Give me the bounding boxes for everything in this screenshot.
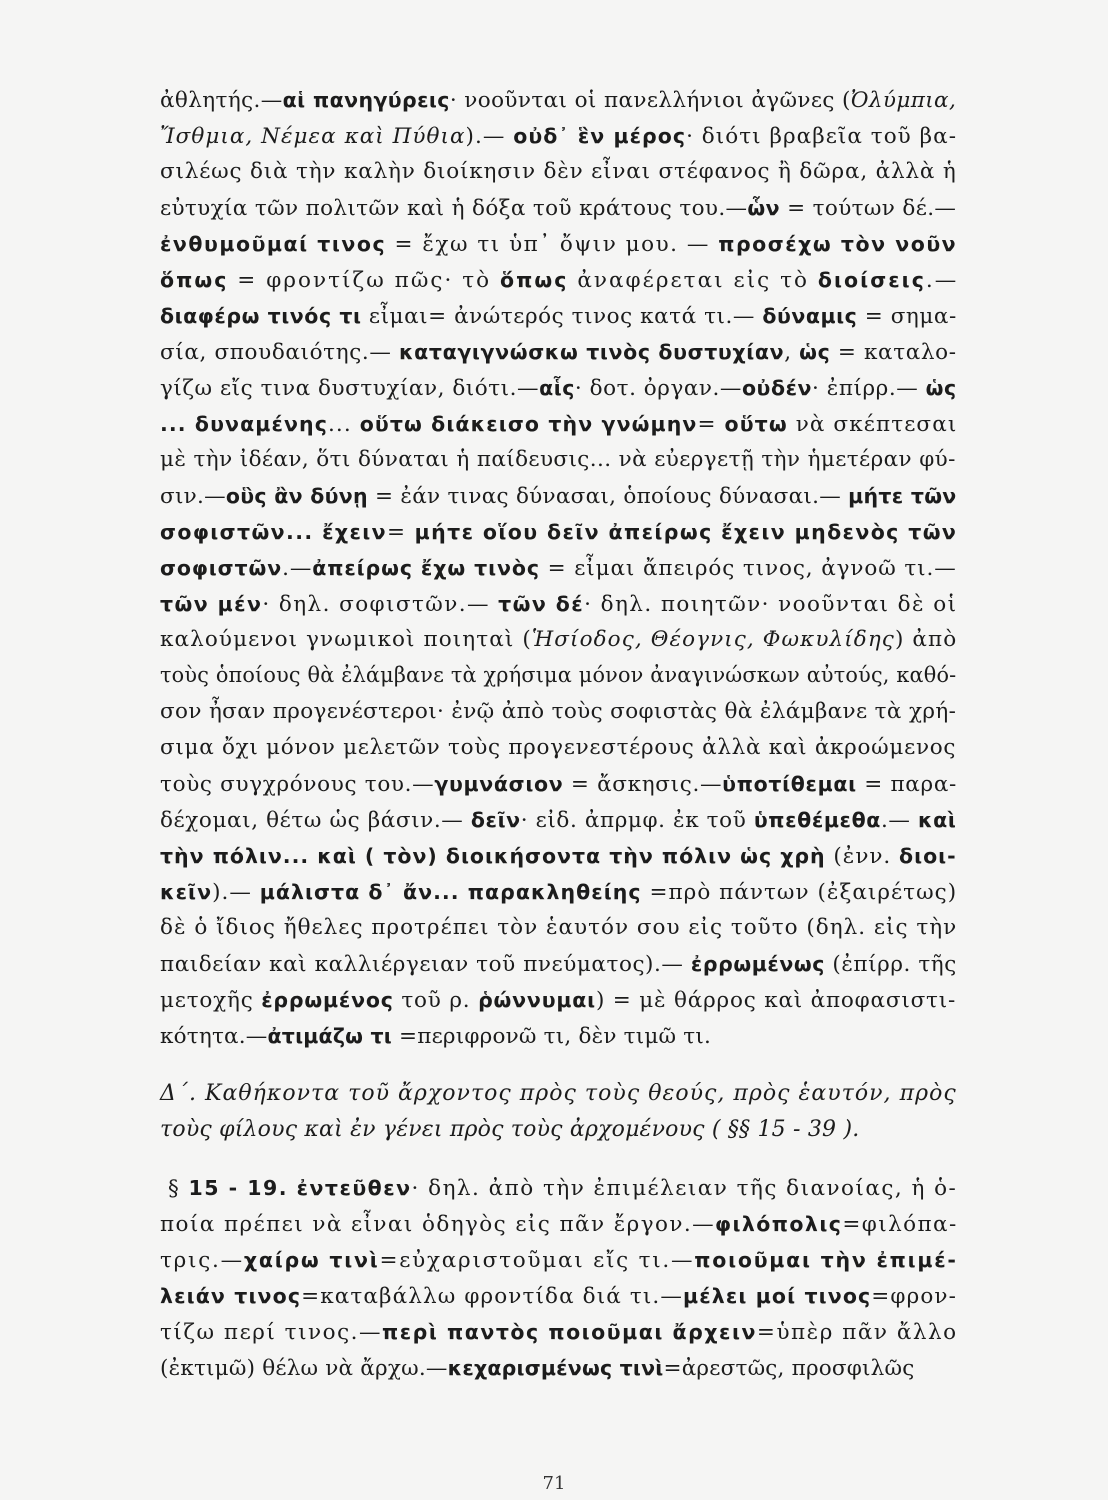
gloss-text: · νοοῦνται οἱ πανελλήνιοι ἀγῶνες ( xyxy=(449,88,851,113)
gloss-text: =φρον- xyxy=(871,1284,957,1309)
section-gap xyxy=(160,1148,956,1170)
text-line xyxy=(160,694,956,730)
lemma-term: ἀπείρως ἔχω τινὸς xyxy=(312,556,540,580)
gloss-text: ) = μὲ θάρρος καὶ ἀποφασιστι- xyxy=(595,988,957,1013)
gloss-text: τρις.— xyxy=(160,1248,244,1273)
gloss-text: =πρὸ πάντων (ἐξαιρέτως) xyxy=(641,880,958,905)
gloss-text: ... xyxy=(327,412,360,437)
lemma-term: φιλόπολις xyxy=(715,1212,843,1236)
gloss-text: ) ἀπὸ xyxy=(894,627,958,652)
gloss-text: μετοχῆς xyxy=(160,988,262,1013)
page-number: 71 xyxy=(542,1473,566,1494)
gloss-text: τοῦ ρ. xyxy=(393,988,479,1013)
text-line xyxy=(160,262,959,298)
lemma-term: τῶν δέ xyxy=(498,592,585,616)
text-line xyxy=(160,334,956,370)
text-line xyxy=(160,622,956,658)
gloss-text: =φιλόπα- xyxy=(842,1212,958,1237)
text-line xyxy=(160,1076,956,1112)
text-line xyxy=(160,1206,956,1242)
lemma-term: διαφέρω τινός τι xyxy=(160,304,362,328)
gloss-text: εὐτυχία τῶν πολιτῶν καὶ ἡ δόξα τοῦ κράτους του.— xyxy=(160,196,748,221)
gloss-text: = ἔχω τι ὑπ᾽ ὄψιν μου. — xyxy=(386,232,719,257)
lemma-term: διοίσεις xyxy=(817,268,926,292)
gloss-text: = καταλο- xyxy=(830,340,957,365)
text-line xyxy=(160,838,956,874)
lemma-term: περὶ παντὸς ποιοῦμαι ἄρχειν xyxy=(382,1320,757,1344)
lemma-term: ὑποτίθεμαι xyxy=(722,772,857,796)
lemma-term: μάλιστα δ᾽ ἄν... παρακληθείης xyxy=(259,880,642,904)
gloss-text: σιμα ὄχι μόνον μελετῶν τοὺς προγενεστέρους ἀλλὰ καὶ ἀκροώμενος xyxy=(160,735,957,760)
lemma-term: ὅπως xyxy=(500,268,569,292)
text-line xyxy=(160,406,956,442)
gloss-text: § xyxy=(168,1176,189,1201)
text-line xyxy=(160,1242,956,1278)
gloss-text: παιδείαν καὶ καλλιέργειαν τοῦ πνεύματος).— xyxy=(160,952,691,977)
lemma-term: οὐδ᾽ ἓν μέρος xyxy=(513,124,687,148)
gloss-text: · δηλ. ποιητῶν· νοοῦνται δὲ οἱ xyxy=(584,592,958,617)
lemma-term: ποιοῦμαι τὴν ἐπιμέ- xyxy=(694,1248,958,1272)
gloss-text: .— xyxy=(925,268,959,293)
lemma-term: σοφιστῶν xyxy=(160,556,283,580)
lemma-term: κεχαρισμένως τινὶ xyxy=(447,1356,664,1380)
gloss-text: · ἐπίρρ.— xyxy=(812,376,926,401)
gloss-text: δὲ ὁ ἴδιος ἤθελες προτρέπει τὸν ἑαυτόν σου εἰς τοῦτο (δηλ. εἰς τὴν xyxy=(160,915,958,940)
lemma-term: οὓς ἂν δύνῃ xyxy=(225,484,368,508)
text-line xyxy=(160,658,957,694)
lemma-term: τῶν μέν xyxy=(160,592,263,616)
italic-text: Ἡσίοδος, Θέογνις, Φωκυλίδης xyxy=(531,627,895,652)
lemma-term: αἷς xyxy=(539,376,575,400)
gloss-text: , xyxy=(784,340,800,365)
text-line xyxy=(160,118,956,154)
gloss-text: =ὑπὲρ πᾶν ἄλλο xyxy=(756,1320,958,1345)
gloss-text: · δηλ. σοφιστῶν.— xyxy=(262,592,499,617)
gloss-text: (ἐνν. xyxy=(825,844,900,869)
italic-text: Δ΄. Καθήκοντα τοῦ ἄρχοντος πρὸς τοὺς θεούς, πρὸς ἑαυτόν, πρὸς xyxy=(160,1081,957,1106)
text-line xyxy=(160,802,956,838)
text-line xyxy=(160,1350,956,1386)
gloss-text: ἀθλητής.— xyxy=(160,88,283,113)
text-line xyxy=(160,442,956,478)
lemma-term: τὴν πόλιν... καὶ ( τὸν) διοικήσοντα τὴν πόλιν ὡς χρὴ xyxy=(160,844,826,868)
gloss-text: σία, σπουδαιότης.— xyxy=(160,340,399,365)
lemma-term: ἐρρωμένως xyxy=(690,952,825,976)
text-line xyxy=(160,478,956,514)
gloss-text: ποία πρέπει νὰ εἶναι ὁδηγὸς εἰς πᾶν ἔργον.— xyxy=(160,1212,716,1237)
text-line xyxy=(160,586,956,622)
gloss-text: γίζω εἴς τινα δυστυχίαν, διότι.— xyxy=(160,376,540,401)
text-line xyxy=(160,190,956,226)
section-heading xyxy=(160,1076,956,1148)
gloss-text: =ἀρεστῶς, προσφιλῶς xyxy=(663,1356,915,1381)
text-line xyxy=(160,874,956,910)
text-line xyxy=(160,730,956,766)
gloss-text: · διότι βραβεῖα τοῦ βα- xyxy=(686,124,957,149)
lemma-term: ἐρρωμένος xyxy=(261,988,394,1012)
lemma-term: ἀτιμάζω τι xyxy=(267,1024,392,1048)
commentary-paragraph-1 xyxy=(160,82,959,1054)
text-line xyxy=(160,910,956,946)
gloss-text: τίζω περί τινος.— xyxy=(160,1320,382,1345)
lemma-term: ῥώννυμαι xyxy=(478,988,596,1012)
text-line xyxy=(160,298,956,334)
text-line xyxy=(160,1112,956,1148)
gloss-text: · δοτ. ὀργαν.— xyxy=(574,376,742,401)
gloss-text: = τούτων δέ.— xyxy=(779,196,957,221)
lemma-term: ὅπως xyxy=(160,268,229,292)
commentary-paragraph-2 xyxy=(160,1170,956,1386)
gloss-text: (ἐπίρρ. τῆς xyxy=(824,952,957,977)
gloss-text: = xyxy=(387,520,415,545)
lemma-term: αἱ πανηγύρεις xyxy=(282,88,450,112)
text-line xyxy=(160,946,956,982)
commentary-text xyxy=(160,82,959,1386)
lemma-term: κεῖν xyxy=(160,880,213,904)
gloss-text: = σημα- xyxy=(857,304,957,329)
lemma-term: μέλει μοί τινος xyxy=(683,1284,872,1308)
section-gap xyxy=(160,1054,956,1076)
gloss-text: = εἶμαι ἄπειρός τινος, ἀγνοῶ τι.— xyxy=(539,556,957,581)
gloss-text: τοὺς ὁποίους θὰ ἐλάμβανε τὰ χρήσιμα μόνον ἀναγινώσκων αὐτούς, καθό- xyxy=(160,663,957,688)
lemma-term: σοφιστῶν... ἔχειν xyxy=(160,520,388,544)
lemma-term: ὡς xyxy=(925,376,957,400)
lemma-term: δύναμις xyxy=(762,304,858,328)
gloss-text: =περιφρονῶ τι, δὲν τιμῶ τι. xyxy=(391,1024,712,1049)
lemma-term: ὡς xyxy=(799,340,831,364)
lemma-term: 15 - 19. ἐντεῦθεν xyxy=(188,1176,412,1200)
italic-text: Ὀλύμπια, xyxy=(850,88,957,113)
lemma-term: διοι- xyxy=(899,844,957,868)
text-line xyxy=(160,154,956,190)
text-line xyxy=(160,1170,956,1206)
gloss-text: δέχομαι, θέτω ὡς βάσιν.— xyxy=(160,808,471,833)
lemma-term: χαίρω τινὶ xyxy=(243,1248,380,1272)
gloss-text: = ἐάν τινας δύνασαι, ὁποίους δύνασαι.— xyxy=(367,484,849,509)
gloss-text: =εὐχαριστοῦμαι εἴς τι.— xyxy=(379,1248,695,1273)
lemma-term: καταγιγνώσκω τινὸς δυστυχίαν xyxy=(398,340,785,364)
lemma-term: δεῖν xyxy=(470,808,521,832)
text-line xyxy=(160,982,956,1018)
gloss-text: ἀναφέρεται εἰς τὸ xyxy=(568,268,818,293)
gloss-text: ).— xyxy=(212,880,260,905)
gloss-text: = παρα- xyxy=(856,772,957,797)
gloss-text: .— xyxy=(880,808,918,833)
gloss-text: ).— xyxy=(465,124,514,149)
lemma-term: καὶ xyxy=(917,808,957,832)
gloss-text: = φροντίζω πῶς· τὸ xyxy=(228,268,501,293)
gloss-text: σον ἦσαν προγενέστεροι· ἐνῷ ἀπὸ τοὺς σοφιστὰς θὰ ἐλάμβανε τὰ χρή- xyxy=(160,699,957,724)
text-line xyxy=(160,370,956,406)
gloss-text: (ἐκτιμῶ) θέλω νὰ ἄρχω.— xyxy=(160,1356,448,1381)
lemma-term: λειάν τινος xyxy=(160,1284,302,1308)
lemma-term: ὧν xyxy=(747,196,780,220)
text-line xyxy=(160,1018,956,1054)
lemma-term: ἐνθυμοῦμαί τινος xyxy=(160,232,387,256)
gloss-text: καλούμενοι γνωμικοὶ ποιηταὶ ( xyxy=(160,627,532,652)
gloss-text: σιλέως διὰ τὴν καλὴν διοίκησιν δὲν εἶναι στέφανος ἢ δῶρα, ἀλλὰ ἡ xyxy=(160,159,957,184)
text-line xyxy=(160,766,956,802)
text-line xyxy=(160,550,956,586)
text-line xyxy=(160,514,956,550)
gloss-text: σιν.— xyxy=(160,484,226,509)
italic-text: τοὺς φίλους καὶ ἐν γένει πρὸς τοὺς ἀρχομένους ( §§ 15 - 39 ). xyxy=(160,1117,860,1142)
text-line xyxy=(160,1278,956,1314)
gloss-text: κότητα.— xyxy=(160,1024,268,1049)
gloss-text: μὲ τὴν ἰδέαν, ὅτι δύναται ἡ παίδευσις... νὰ εὐεργετῇ τὴν ἡμετέραν φύ- xyxy=(160,447,956,472)
lemma-term: μήτε οἵου δεῖν ἀπείρως ἔχειν μηδενὸς τῶν xyxy=(414,520,958,544)
lemma-term: οὕτω xyxy=(724,412,788,436)
text-line xyxy=(160,1314,956,1350)
lemma-term: οὕτω διάκεισο τὴν γνώμην xyxy=(359,412,698,436)
gloss-text: .— xyxy=(282,556,313,581)
lemma-term: μήτε τῶν xyxy=(848,484,957,508)
gloss-text: νὰ σκέπτεσαι xyxy=(787,412,958,437)
lemma-term: ὑπεθέμεθα xyxy=(753,808,881,832)
gloss-text: τοὺς συγχρόνους του.— xyxy=(160,772,435,797)
gloss-text: εἶμαι= ἀνώτερός τινος κατά τι.— xyxy=(361,304,763,329)
gloss-text: = xyxy=(697,412,725,437)
lemma-term: γυμνάσιον xyxy=(434,772,564,796)
lemma-term: προσέχω τὸν νοῦν xyxy=(718,232,958,256)
lemma-term: ... δυναμένης xyxy=(160,412,328,436)
gloss-text: = ἄσκησις.— xyxy=(563,772,723,797)
lemma-term: οὐδέν xyxy=(741,376,813,400)
text-line xyxy=(160,82,956,118)
italic-text: Ἴσθμια, Νέμεα καὶ Πύθια xyxy=(160,124,466,149)
text-line xyxy=(160,226,956,262)
gloss-text: · εἰδ. ἀπρμφ. ἐκ τοῦ xyxy=(520,808,754,833)
gloss-text: =καταβάλλω φροντίδα διά τι.— xyxy=(301,1284,683,1309)
gloss-text: · δηλ. ἀπὸ τὴν ἐπιμέλειαν τῆς διανοίας, ἡ ὁ- xyxy=(411,1176,958,1201)
